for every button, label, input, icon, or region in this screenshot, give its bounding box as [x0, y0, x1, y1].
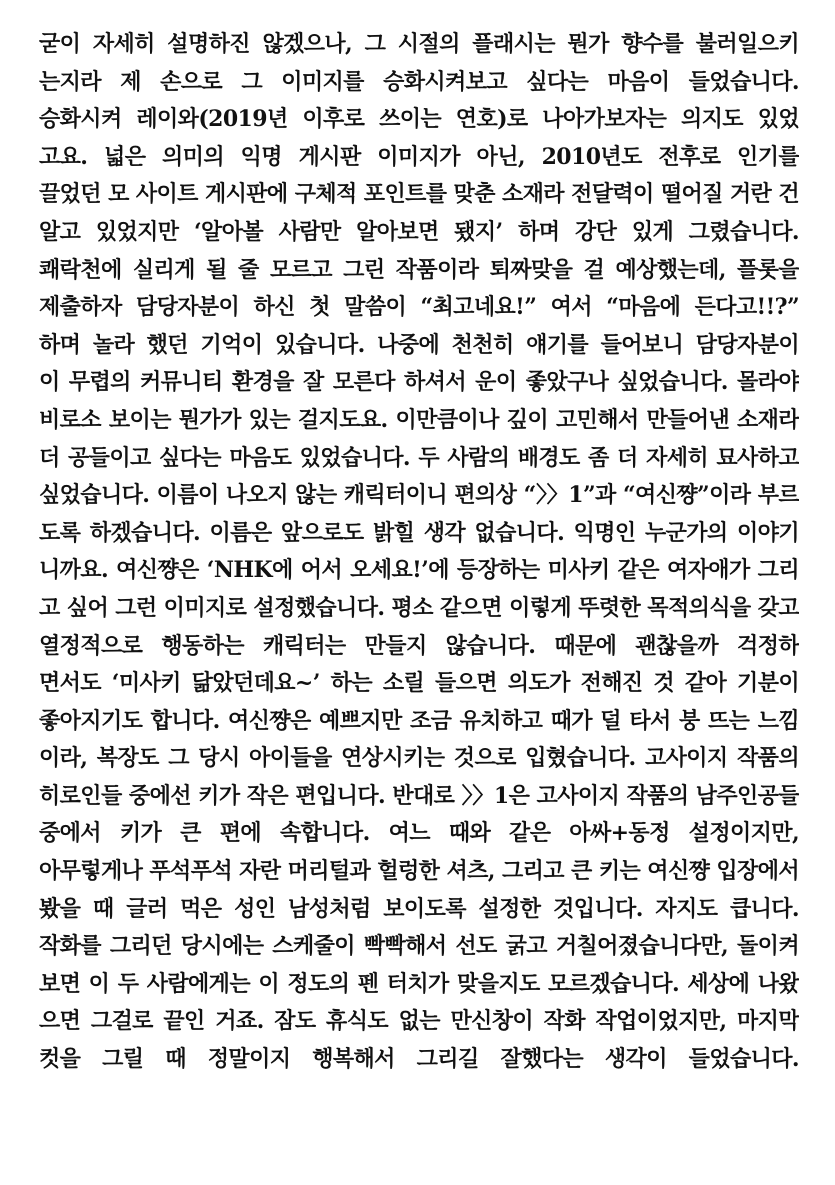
text-line: 니까요. 여신쨩은 ‘NHK에 어서 오세요!’에 등장하는 미사키 같은 여자애가 그리 — [39, 557, 799, 584]
text-line: 좋아지기도 합니다. 여신쨩은 예쁘지만 조금 유치하고 때가 덜 타서 붕 뜨는 느낌 — [39, 707, 799, 734]
document-page — [39, 26, 799, 1079]
text-line: 면서도 ‘미사키 닮았던데요~’ 하는 소릴 들으면 의도가 전해진 것 같아 기분이 — [39, 670, 799, 697]
text-line: 제출하자 담당자분이 하신 첫 말씀이 “최고네요!” 여서 “마음에 든다고!!?” — [39, 294, 799, 321]
text-line: 도록 하겠습니다. 이름은 앞으로도 밝힐 생각 없습니다. 익명인 누군가의 이야기 — [39, 519, 799, 546]
text-line: 히로인들 중에선 키가 작은 편입니다. 반대로 〉〉1은 고사이지 작품의 남주인공들 — [39, 782, 799, 809]
text-line: 열정적으로 행동하는 캐릭터는 만들지 않습니다. 때문에 괜찮을까 걱정하 — [39, 632, 799, 659]
text-line: 알고 있었지만 ‘알아볼 사람만 알아보면 됐지’ 하며 강단 있게 그렸습니다. — [39, 218, 799, 245]
text-line: 이라, 복장도 그 당시 아이들을 연상시키는 것으로 입혔습니다. 고사이지 작품의 — [39, 745, 799, 772]
text-line: 으면 그걸로 끝인 거죠. 잠도 휴식도 없는 만신창이 작화 작업이었지만, 마지막 — [39, 1008, 799, 1035]
text-line: 중에서 키가 큰 편에 속합니다. 여느 때와 같은 아싸+동정 설정이지만, — [39, 820, 799, 847]
text-line: 싶었습니다. 이름이 나오지 않는 캐릭터이니 편의상 “〉〉1”과 “여신쨩”이라 부르 — [39, 482, 799, 509]
text-line: 쾌락천에 실리게 될 줄 모르고 그린 작품이라 퇴짜맞을 걸 예상했는데, 플롯을 — [39, 256, 799, 283]
text-line: 아무렇게나 푸석푸석 자란 머리털과 헐렁한 셔츠, 그리고 큰 키는 여신쨩 입장에서 — [39, 858, 799, 885]
text-line: 이 무렵의 커뮤니티 환경을 잘 모른다 하셔서 운이 좋았구나 싶었습니다. 몰라야 — [39, 369, 799, 396]
text-line: 승화시켜 레이와(2019년 이후로 쓰이는 연호)로 나아가보자는 의지도 있었 — [39, 106, 799, 133]
text-line: 는지라 제 손으로 그 이미지를 승화시켜보고 싶다는 마음이 들었습니다. — [39, 68, 799, 95]
text-line: 비로소 보이는 뭔가가 있는 걸지도요. 이만큼이나 깊이 고민해서 만들어낸 소재라 — [39, 406, 799, 433]
text-line: 고요. 넓은 의미의 익명 게시판 이미지가 아닌, 2010년도 전후로 인기를 — [39, 143, 799, 170]
text-line: 굳이 자세히 설명하진 않겠으나, 그 시절의 플래시는 뭔가 향수를 불러일으키 — [39, 31, 799, 57]
text-line: 봤을 때 글러 먹은 성인 남성처럼 보이도록 설정한 것입니다. 자지도 큽니다. — [39, 895, 799, 922]
text-line: 더 공들이고 싶다는 마음도 있었습니다. 두 사람의 배경도 좀 더 자세히 묘사하고 — [39, 444, 799, 471]
text-line: 하며 놀라 했던 기억이 있습니다. 나중에 천천히 얘기를 들어보니 담당자분이 — [39, 331, 799, 358]
text-line: 고 싶어 그런 이미지로 설정했습니다. 평소 같으면 이렇게 뚜렷한 목적의식을 갖고 — [39, 594, 799, 621]
text-line: 보면 이 두 사람에게는 이 정도의 펜 터치가 맞을지도 모르겠습니다. 세상에 나왔 — [39, 970, 799, 997]
text-line: 컷을 그릴 때 정말이지 행복해서 그리길 잘했다는 생각이 들었습니다. — [39, 1046, 799, 1073]
text-line: 끌었던 모 사이트 게시판에 구체적 포인트를 맞춘 소재라 전달력이 떨어질 거란 건 — [39, 181, 799, 208]
text-line: 작화를 그리던 당시에는 스케줄이 빡빡해서 선도 굵고 거칠어졌습니다만, 돌이켜 — [39, 933, 799, 960]
